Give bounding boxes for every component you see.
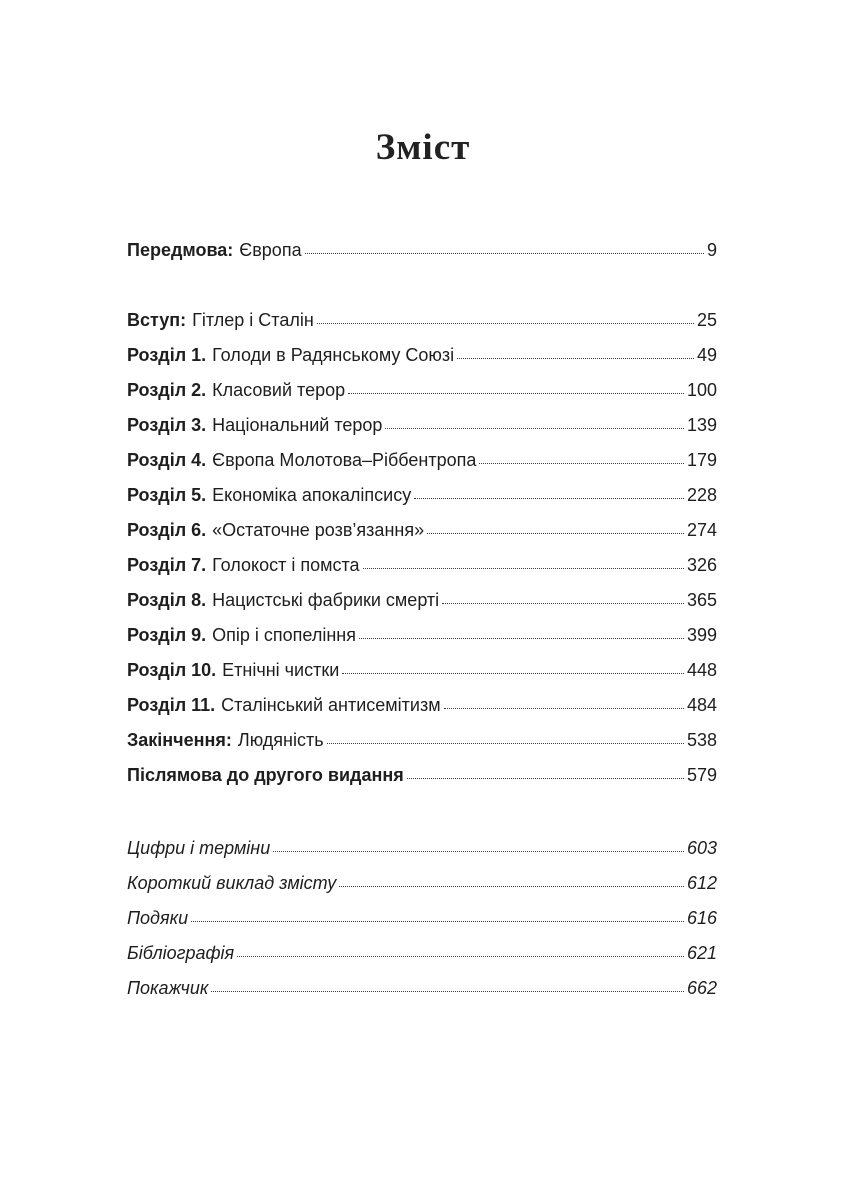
dot-leader: [414, 497, 684, 499]
dot-leader: [348, 392, 684, 394]
toc-preface-section: [127, 233, 717, 268]
toc-entry-lead: Розділ 6.: [127, 520, 207, 540]
dot-leader: [407, 777, 684, 779]
toc-entry-title: Класовий терор: [212, 380, 346, 400]
toc-entry-page-number: 484: [686, 695, 717, 715]
dot-leader: [305, 252, 704, 254]
toc-entry: [127, 583, 717, 618]
toc-entry-title: Короткий виклад змісту: [127, 873, 337, 893]
dot-leader: [317, 322, 694, 324]
toc-entry-title: Нацистські фабрики смерті: [212, 590, 440, 610]
toc-entry-lead: Розділ 5.: [127, 485, 207, 505]
dot-leader: [363, 567, 684, 569]
dot-leader: [339, 885, 684, 887]
toc-entry-page-number: 9: [706, 240, 717, 260]
toc-entry: [127, 338, 717, 373]
toc-entry-lead: Закінчення:: [127, 730, 232, 750]
toc-entry-page-number: 603: [686, 838, 717, 858]
toc-entry-title: Європа: [239, 240, 302, 260]
toc-entry-title: Європа Молотова–Ріббентропа: [212, 450, 477, 470]
toc-entry-page-number: 49: [696, 345, 717, 365]
toc-entry-title: Сталінський антисемітизм: [221, 695, 441, 715]
toc-entry-page-number: 448: [686, 660, 717, 680]
dot-leader: [385, 427, 684, 429]
toc-entry-page-number: 579: [686, 765, 717, 785]
toc-entry-page-number: 326: [686, 555, 717, 575]
toc-entry-title: Голокост і помста: [212, 555, 360, 575]
toc-entry-page-number: 616: [686, 908, 717, 928]
toc-entry-title: Бібліографія: [127, 943, 235, 963]
toc-entry: [127, 936, 717, 971]
toc-entry: [127, 831, 717, 866]
toc-entry: [127, 618, 717, 653]
toc-entry: [127, 723, 717, 758]
dot-leader: [237, 955, 684, 957]
dot-leader: [211, 990, 684, 992]
toc-entry-page-number: 399: [686, 625, 717, 645]
dot-leader: [444, 707, 684, 709]
toc-entry-title: Подяки: [127, 908, 189, 928]
toc-entry-lead: Розділ 8.: [127, 590, 207, 610]
page-title: Зміст: [375, 127, 471, 168]
toc-entry: [127, 688, 717, 723]
dot-leader: [327, 742, 684, 744]
toc-entry-page-number: 662: [686, 978, 717, 998]
toc-entry-lead: Розділ 3.: [127, 415, 207, 435]
dot-leader: [359, 637, 684, 639]
toc-entry-lead: Вступ:: [127, 310, 187, 330]
toc-entry-title: Етнічні чистки: [222, 660, 340, 680]
toc-entry: [127, 373, 717, 408]
toc-back-matter-section: [127, 831, 717, 1006]
toc-entry: [127, 233, 717, 268]
toc-entry-page-number: 621: [686, 943, 717, 963]
toc-entry-lead: Розділ 1.: [127, 345, 207, 365]
dot-leader: [191, 920, 684, 922]
toc-entry-title: Цифри і терміни: [127, 838, 271, 858]
toc-entry-lead: Розділ 2.: [127, 380, 207, 400]
toc-entry-title: Гітлер і Сталін: [192, 310, 314, 330]
toc-entry-lead: Розділ 11.: [127, 695, 216, 715]
toc-entry-page-number: 365: [686, 590, 717, 610]
toc-entry: [127, 443, 717, 478]
toc-entry-title: Покажчик: [127, 978, 209, 998]
toc-entry: [127, 866, 717, 901]
toc-entry-lead: Розділ 7.: [127, 555, 207, 575]
dot-leader: [457, 357, 694, 359]
toc-chapters-section: [127, 303, 717, 793]
dot-leader: [342, 672, 684, 674]
toc-entry-title: Національний терор: [212, 415, 383, 435]
toc-entry-title: «Остаточне розв’язання»: [212, 520, 425, 540]
dot-leader: [442, 602, 684, 604]
toc-entry-title: Людяність: [237, 730, 324, 750]
toc-entry-page-number: 100: [686, 380, 717, 400]
toc-entry-title: Економіка апокаліпсису: [212, 485, 412, 505]
toc-entry-page-number: 228: [686, 485, 717, 505]
toc-entry: [127, 408, 717, 443]
toc-entry: [127, 971, 717, 1006]
toc-entry: [127, 303, 717, 338]
toc-entry-page-number: 179: [686, 450, 717, 470]
dot-leader: [273, 850, 684, 852]
toc-entry-page-number: 139: [686, 415, 717, 435]
toc-entry-lead: Передмова:: [127, 240, 234, 260]
toc-entry-page-number: 612: [686, 873, 717, 893]
toc-entry-lead: Розділ 9.: [127, 625, 207, 645]
dot-leader: [427, 532, 684, 534]
toc-entry-lead: Розділ 4.: [127, 450, 207, 470]
toc-entry: [127, 478, 717, 513]
toc-entry-page-number: 274: [686, 520, 717, 540]
dot-leader: [479, 462, 684, 464]
toc-entry: [127, 653, 717, 688]
toc-entry-lead: Післямова до другого видання: [127, 765, 404, 785]
toc-entry: [127, 758, 717, 793]
toc-entry-title: Голоди в Радянському Союзі: [212, 345, 455, 365]
toc-entry: [127, 513, 717, 548]
toc-entry-page-number: 538: [686, 730, 717, 750]
toc-entry: [127, 901, 717, 936]
toc-entry-page-number: 25: [696, 310, 717, 330]
toc-entry: [127, 548, 717, 583]
toc-entry-lead: Розділ 10.: [127, 660, 217, 680]
toc-entry-title: Опір і спопеління: [212, 625, 356, 645]
